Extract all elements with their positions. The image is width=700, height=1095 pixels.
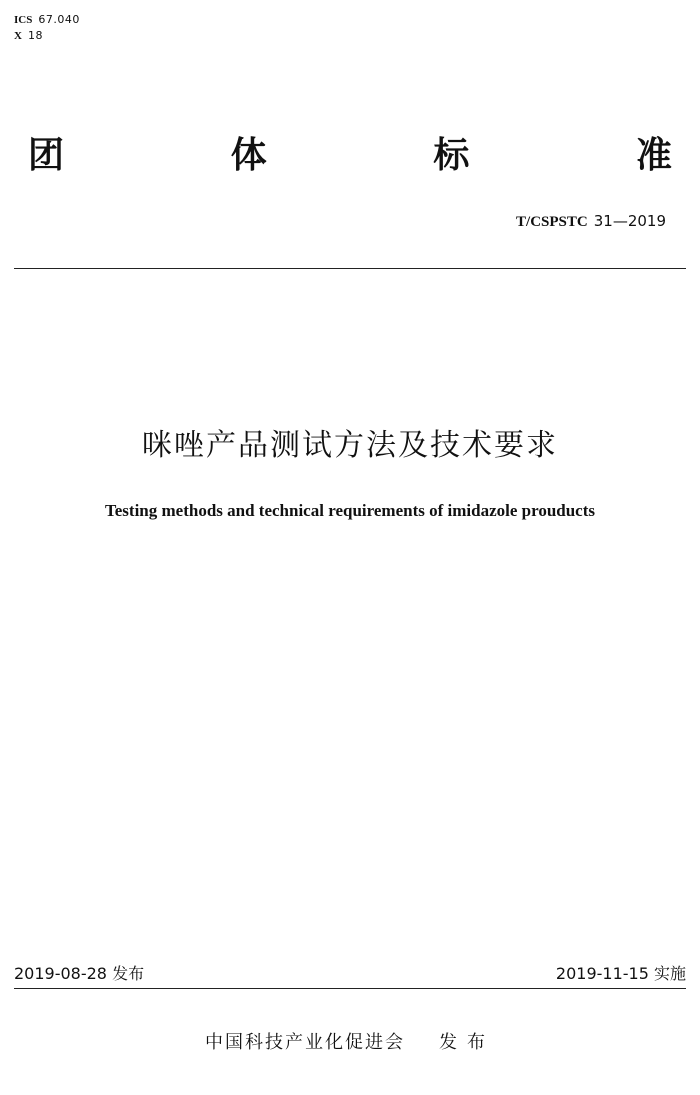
ccs-label: X (14, 30, 22, 42)
header-divider (14, 268, 686, 269)
publish-label: 发布 (112, 964, 145, 983)
standard-code: 31—2019 (593, 212, 666, 230)
document-title-cn: 咪唑产品测试方法及技术要求 (142, 428, 558, 463)
standard-prefix: T/CSPSTC (516, 214, 588, 230)
publisher-organization: 中国科技产业化促进会 (205, 1032, 405, 1053)
publish-date: 2019-08-28 (14, 964, 107, 983)
classification-codes (14, 12, 80, 44)
ics-label: ICS (14, 14, 33, 26)
publisher-line (0, 1028, 700, 1054)
ccs-code (14, 28, 80, 44)
ics-code (14, 12, 80, 28)
footer-divider (14, 988, 686, 989)
document-type-title (28, 132, 672, 180)
implement-date-line (556, 961, 686, 984)
ccs-value: 18 (27, 29, 43, 42)
publisher-label: 发布 (439, 1032, 495, 1053)
title-char-2: 体 (230, 135, 267, 176)
ics-value: 67.040 (38, 13, 80, 26)
title-char-1: 团 (28, 135, 65, 176)
document-title-en: Testing methods and technical requirements of imidazole prouducts (104, 501, 596, 520)
title-char-4: 准 (635, 135, 672, 176)
standard-number (516, 212, 666, 231)
implement-date: 2019-11-15 (555, 964, 649, 983)
implement-label: 实施 (653, 964, 686, 983)
title-char-3: 标 (433, 135, 470, 176)
publish-date-line (14, 961, 144, 984)
